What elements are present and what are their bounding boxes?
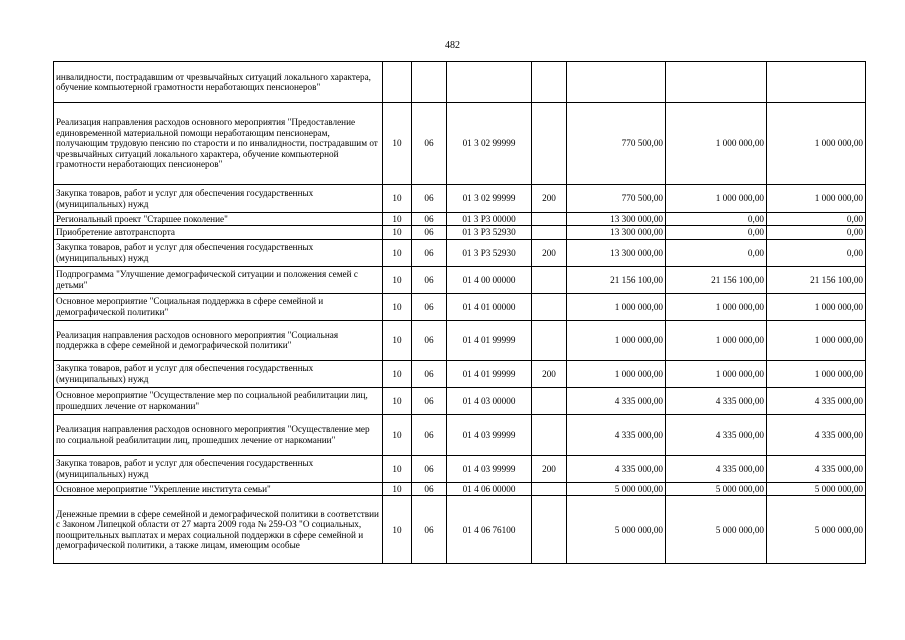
cell-name: Реализация направления расходов основного мероприятия "Социальная поддержка в сфере семейной и демографической политики": [54, 320, 383, 360]
cell-section: 10: [383, 103, 412, 185]
cell-amount-2: 4 335 000,00: [666, 455, 767, 482]
cell-section: 10: [383, 360, 412, 387]
cell-amount-1: 21 156 100,00: [567, 266, 666, 293]
cell-target-article: 01 3 P3 52930: [447, 239, 532, 266]
table-row: [54, 266, 866, 293]
cell-name: Денежные премии в сфере семейной и демографической политики в соответствии с Законом Липецкой области от 27 марта 2009 года № 259-ОЗ "О социальных, поощрительных выплатах и мерах социальной поддержки в сфере семейной и демографической политики, а также лицам, имеющим особые: [54, 496, 383, 564]
table-row: [54, 320, 866, 360]
cell-expense-type: 200: [532, 455, 567, 482]
cell-amount-2: 5 000 000,00: [666, 496, 767, 564]
cell-amount-3: 0,00: [767, 226, 866, 239]
cell-subsection: 06: [412, 185, 447, 213]
cell-amount-3: 1 000 000,00: [767, 103, 866, 185]
table-row: [54, 455, 866, 482]
cell-amount-1: 4 335 000,00: [567, 455, 666, 482]
cell-amount-3: 4 335 000,00: [767, 414, 866, 455]
cell-amount-2: 1 000 000,00: [666, 320, 767, 360]
cell-amount-3: [767, 62, 866, 103]
cell-target-article: 01 3 P3 00000: [447, 213, 532, 226]
cell-amount-3: 21 156 100,00: [767, 266, 866, 293]
cell-name: Закупка товаров, работ и услуг для обеспечения государственных (муниципальных) нужд: [54, 455, 383, 482]
cell-subsection: 06: [412, 266, 447, 293]
cell-expense-type: [532, 103, 567, 185]
cell-target-article: 01 4 01 99999: [447, 360, 532, 387]
cell-amount-2: 4 335 000,00: [666, 387, 767, 414]
cell-expense-type: [532, 62, 567, 103]
cell-amount-3: 4 335 000,00: [767, 455, 866, 482]
table-row: [54, 62, 866, 103]
cell-amount-1: 4 335 000,00: [567, 414, 666, 455]
cell-subsection: 06: [412, 226, 447, 239]
cell-name: Основное мероприятие "Социальная поддержка в сфере семейной и демографической политики": [54, 293, 383, 320]
cell-subsection: 06: [412, 213, 447, 226]
table-row: [54, 239, 866, 266]
cell-name: Реализация направления расходов основного мероприятия "Осуществление мер по социальной реабилитации лиц, прошедших лечение от наркомании": [54, 414, 383, 455]
cell-amount-1: 13 300 000,00: [567, 213, 666, 226]
table-row: [54, 103, 866, 185]
cell-amount-1: 1 000 000,00: [567, 293, 666, 320]
cell-subsection: [412, 62, 447, 103]
cell-section: 10: [383, 266, 412, 293]
cell-amount-1: 770 500,00: [567, 185, 666, 213]
cell-amount-1: 1 000 000,00: [567, 320, 666, 360]
cell-section: 10: [383, 293, 412, 320]
cell-amount-2: 21 156 100,00: [666, 266, 767, 293]
cell-amount-3: 0,00: [767, 239, 866, 266]
cell-name: Закупка товаров, работ и услуг для обеспечения государственных (муниципальных) нужд: [54, 239, 383, 266]
cell-amount-2: 1 000 000,00: [666, 360, 767, 387]
cell-expense-type: 200: [532, 239, 567, 266]
cell-amount-2: 5 000 000,00: [666, 482, 767, 495]
cell-name: Закупка товаров, работ и услуг для обеспечения государственных (муниципальных) нужд: [54, 185, 383, 213]
cell-expense-type: [532, 266, 567, 293]
cell-amount-2: 1 000 000,00: [666, 103, 767, 185]
cell-amount-2: [666, 62, 767, 103]
cell-amount-3: 1 000 000,00: [767, 360, 866, 387]
cell-section: 10: [383, 213, 412, 226]
cell-expense-type: [532, 213, 567, 226]
cell-amount-1: 5 000 000,00: [567, 482, 666, 495]
table-row: [54, 482, 866, 495]
cell-subsection: 06: [412, 455, 447, 482]
cell-amount-3: 5 000 000,00: [767, 482, 866, 495]
cell-expense-type: [532, 482, 567, 495]
cell-target-article: 01 4 06 76100: [447, 496, 532, 564]
cell-amount-2: 4 335 000,00: [666, 414, 767, 455]
cell-expense-type: [532, 496, 567, 564]
cell-section: 10: [383, 387, 412, 414]
cell-expense-type: 200: [532, 360, 567, 387]
cell-section: [383, 62, 412, 103]
cell-expense-type: [532, 226, 567, 239]
cell-amount-2: 0,00: [666, 213, 767, 226]
cell-amount-1: 1 000 000,00: [567, 360, 666, 387]
cell-section: 10: [383, 185, 412, 213]
cell-amount-2: 1 000 000,00: [666, 185, 767, 213]
cell-target-article: [447, 62, 532, 103]
page-number: 482: [445, 40, 460, 51]
cell-name: Приобретение автотранспорта: [54, 226, 383, 239]
cell-amount-3: 1 000 000,00: [767, 320, 866, 360]
cell-expense-type: [532, 293, 567, 320]
cell-section: 10: [383, 455, 412, 482]
cell-name: Закупка товаров, работ и услуг для обеспечения государственных (муниципальных) нужд: [54, 360, 383, 387]
cell-section: 10: [383, 239, 412, 266]
cell-section: 10: [383, 496, 412, 564]
table-row: [54, 226, 866, 239]
cell-subsection: 06: [412, 239, 447, 266]
cell-target-article: 01 4 03 99999: [447, 414, 532, 455]
cell-amount-3: 1 000 000,00: [767, 185, 866, 213]
cell-target-article: 01 3 02 99999: [447, 185, 532, 213]
cell-amount-1: 770 500,00: [567, 103, 666, 185]
cell-subsection: 06: [412, 103, 447, 185]
cell-amount-1: [567, 62, 666, 103]
table-row: [54, 387, 866, 414]
cell-name: Реализация направления расходов основного мероприятия "Предоставление единовременной материальной помощи неработающим пенсионерам, получающим трудовую пенсию по старости и по инвалидности, пострадавшим от чрезвычайных ситуаций локального характера, обучение компьютерной грамотности неработающих пенсионеров": [54, 103, 383, 185]
table-row: [54, 213, 866, 226]
cell-subsection: 06: [412, 387, 447, 414]
cell-target-article: 01 4 01 00000: [447, 293, 532, 320]
cell-expense-type: [532, 387, 567, 414]
cell-amount-2: 0,00: [666, 239, 767, 266]
cell-target-article: 01 4 00 00000: [447, 266, 532, 293]
cell-amount-1: 13 300 000,00: [567, 226, 666, 239]
cell-name: инвалидности, пострадавшим от чрезвычайных ситуаций локального характера, обучение компьютерной грамотности неработающих пенсионеров": [54, 62, 383, 103]
cell-amount-3: 1 000 000,00: [767, 293, 866, 320]
cell-amount-1: 13 300 000,00: [567, 239, 666, 266]
cell-section: 10: [383, 320, 412, 360]
cell-section: 10: [383, 226, 412, 239]
cell-target-article: 01 4 06 00000: [447, 482, 532, 495]
cell-amount-3: 0,00: [767, 213, 866, 226]
table-row: [54, 414, 866, 455]
cell-name: Основное мероприятие "Осуществление мер по социальной реабилитации лиц, прошедших лечение от наркомании": [54, 387, 383, 414]
cell-target-article: 01 4 03 99999: [447, 455, 532, 482]
cell-target-article: 01 3 02 99999: [447, 103, 532, 185]
cell-amount-3: 4 335 000,00: [767, 387, 866, 414]
table-row: [54, 185, 866, 213]
cell-name: Подпрограмма "Улучшение демографической ситуации и положения семей с детьми": [54, 266, 383, 293]
table-row: [54, 496, 866, 564]
cell-expense-type: [532, 320, 567, 360]
cell-amount-2: 0,00: [666, 226, 767, 239]
cell-amount-1: 5 000 000,00: [567, 496, 666, 564]
cell-subsection: 06: [412, 414, 447, 455]
table-row: [54, 360, 866, 387]
cell-amount-3: 5 000 000,00: [767, 496, 866, 564]
cell-amount-2: 1 000 000,00: [666, 293, 767, 320]
cell-expense-type: 200: [532, 185, 567, 213]
cell-name: Региональный проект "Старшее поколение": [54, 213, 383, 226]
cell-section: 10: [383, 482, 412, 495]
cell-name: Основное мероприятие "Укрепление института семьи": [54, 482, 383, 495]
cell-target-article: 01 4 03 00000: [447, 387, 532, 414]
cell-subsection: 06: [412, 360, 447, 387]
cell-target-article: 01 3 P3 52930: [447, 226, 532, 239]
cell-section: 10: [383, 414, 412, 455]
cell-subsection: 06: [412, 320, 447, 360]
table-row: [54, 293, 866, 320]
budget-table: [53, 61, 866, 564]
cell-target-article: 01 4 01 99999: [447, 320, 532, 360]
cell-subsection: 06: [412, 293, 447, 320]
cell-subsection: 06: [412, 482, 447, 495]
cell-subsection: 06: [412, 496, 447, 564]
cell-expense-type: [532, 414, 567, 455]
cell-amount-1: 4 335 000,00: [567, 387, 666, 414]
